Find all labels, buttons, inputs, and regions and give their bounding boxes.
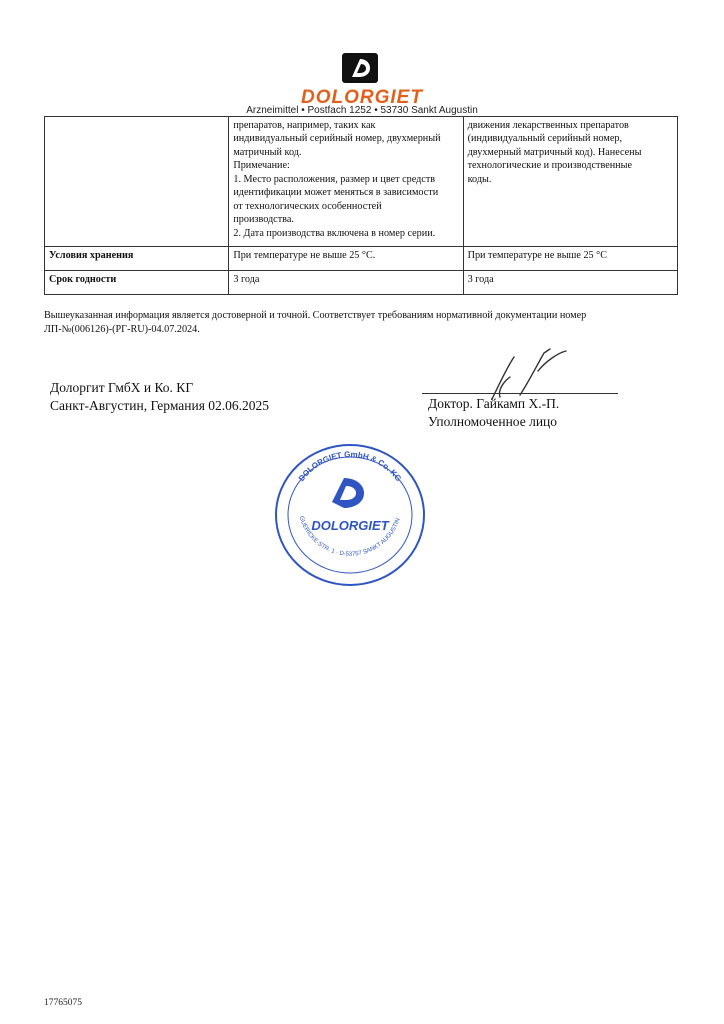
signer-role: Уполномоченное лицо bbox=[428, 414, 558, 430]
signer-block bbox=[428, 395, 559, 432]
storage-conditions-value-2: При температуре не выше 25 °С bbox=[463, 247, 677, 271]
table-row bbox=[45, 117, 678, 247]
company-address: Arzneimittel • Postfach 1252 • 53730 Sankt Augustin bbox=[246, 105, 478, 116]
compliance-statement: Вышеуказанная информация является достоверной и точной. Соответствует требованиям нормативной документации номер ЛП-№(006126)-(РГ-RU)-04.07.2024. bbox=[44, 310, 587, 335]
table-cell-label bbox=[45, 117, 229, 247]
stamp-top-text: DOLORGIET GmbH & Co. KG bbox=[296, 449, 404, 483]
table-cell-value: движения лекарственных препаратов (индивидуальный серийный номер, двухмерный матричный код). Нанесены технологические и производственные коды. bbox=[463, 117, 677, 247]
stamp-logo-icon bbox=[332, 478, 364, 508]
table-cell-value: препаратов, например, таких как индивидуальный серийный номер, двухмерный матричный код. Примечание: 1. Место расположения, размер и цвет средств идентификации может меняться в зависимости от технологических особенностей производства. 2. Дата производства включена в номер серии. bbox=[229, 117, 463, 247]
shelf-life-label: Срок годности bbox=[45, 271, 229, 295]
storage-conditions-label: Условия хранения bbox=[45, 247, 229, 271]
document-number: 17765075 bbox=[44, 998, 82, 1008]
company-block bbox=[50, 379, 269, 416]
stamp-center-text: DOLORGIET bbox=[311, 518, 389, 533]
table-row bbox=[45, 271, 678, 295]
shelf-life-value-2: 3 года bbox=[463, 271, 677, 295]
company-name: Долоргит ГмбХ и Ко. КГ bbox=[50, 380, 194, 395]
table-row bbox=[45, 247, 678, 271]
logo-mark-icon bbox=[342, 53, 378, 83]
stamp-bottom-text: GUERICKE-STR. 1 · D-53757 SANKT AUGUSTIN bbox=[297, 515, 402, 558]
specification-table bbox=[44, 116, 678, 295]
company-stamp bbox=[270, 440, 430, 595]
brand-logo-text: DOLORGIET bbox=[301, 87, 423, 108]
storage-conditions-value: При температуре не выше 25 °С. bbox=[229, 247, 463, 271]
place-and-date: Санкт-Августин, Германия 02.06.2025 bbox=[50, 398, 270, 414]
shelf-life-value: 3 года bbox=[229, 271, 463, 295]
signer-name: Доктор. Гайкамп Х.-П. bbox=[428, 396, 560, 411]
